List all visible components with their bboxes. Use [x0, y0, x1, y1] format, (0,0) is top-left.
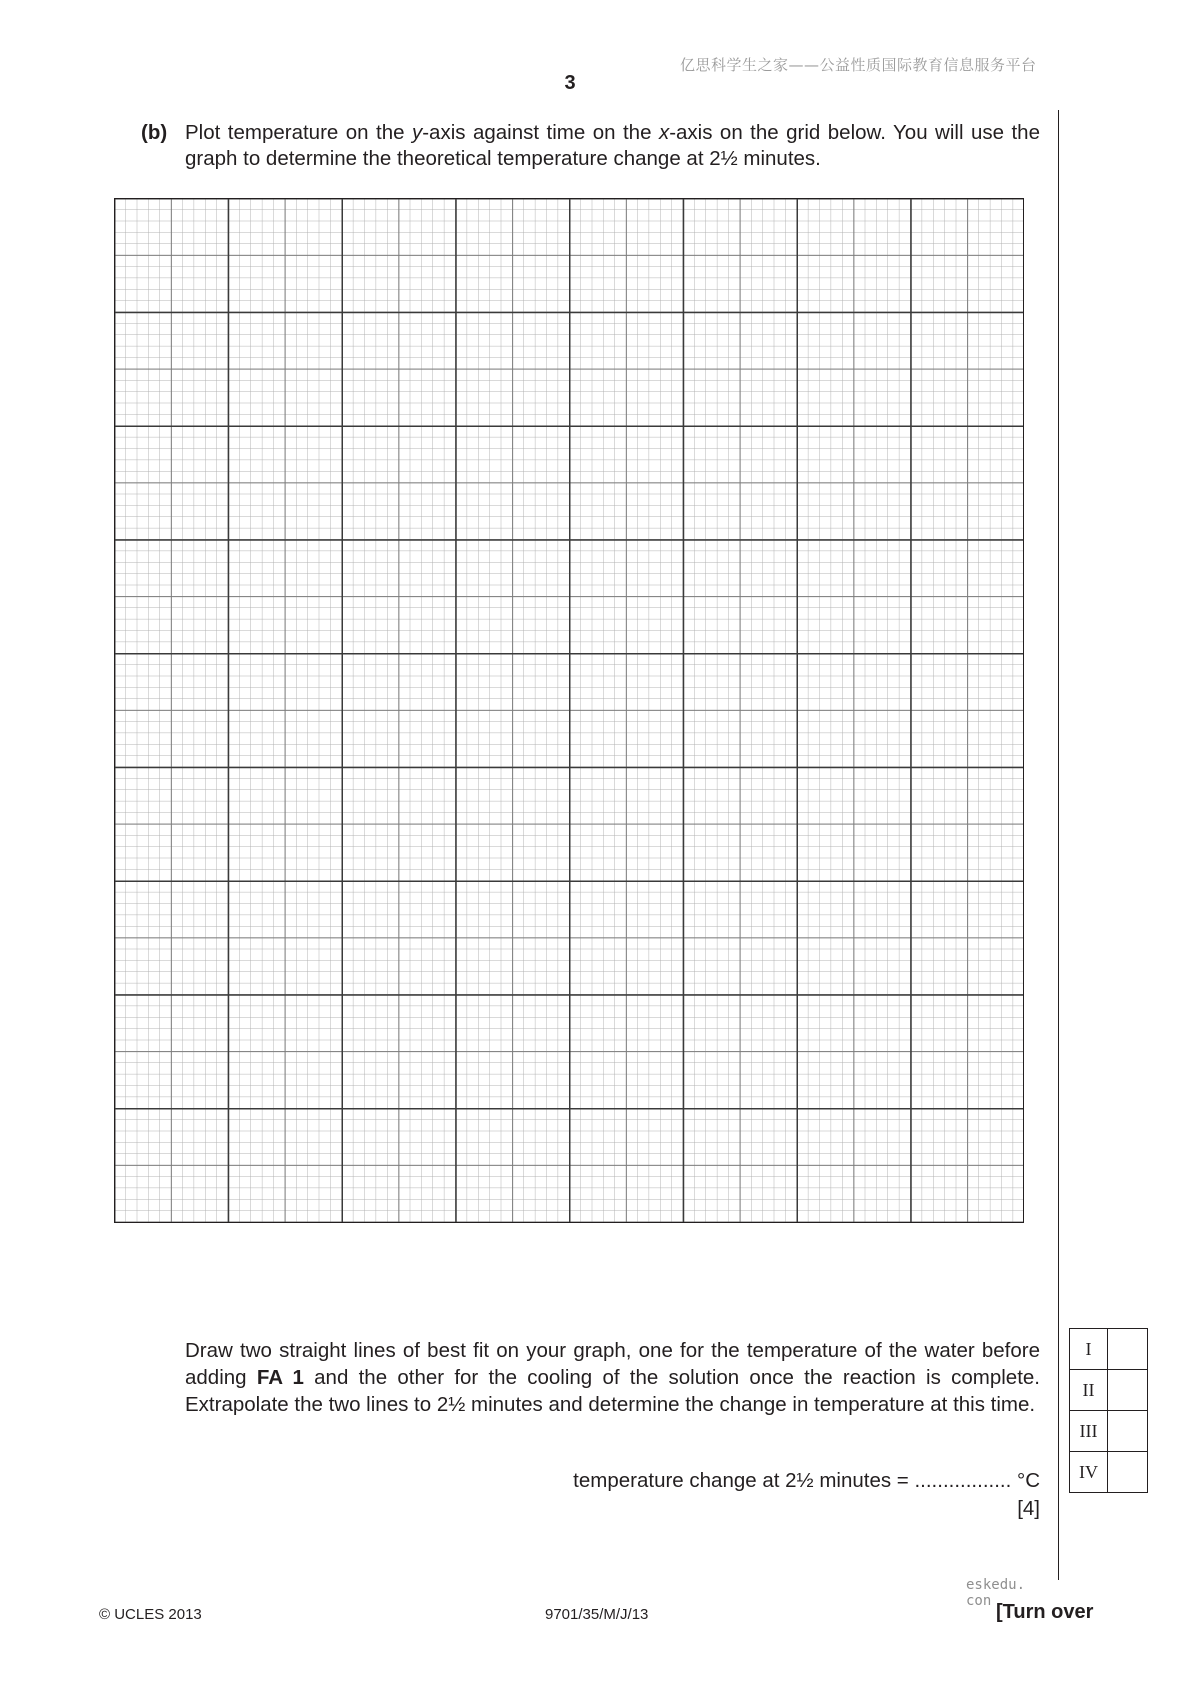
mark-row-label: II [1070, 1370, 1108, 1411]
question-y-var: y [411, 121, 423, 144]
instruction-part1: Draw two straight lines of best fit on your graph, one for the temperature of the water before adding [185, 1339, 1040, 1389]
mark-cell [1108, 1329, 1148, 1370]
footer-turn-over: [Turn over [996, 1601, 1094, 1623]
graph-paper-grid[interactable] [114, 198, 1024, 1223]
instruction-bold: FA 1 [256, 1366, 304, 1389]
mark-cell [1108, 1370, 1148, 1411]
marks-label: [4] [1017, 1497, 1040, 1520]
footer-watermark: eskedu. con [966, 1577, 1026, 1609]
question-label: (b) [141, 121, 168, 144]
mark-row [1070, 1370, 1148, 1411]
question-text-part3: -axis on the grid below. You will use the graph to determine the theoretical temperature change at 2½ minutes. [185, 121, 1040, 170]
header-watermark: 亿思科学生之家——公益性质国际教育信息服务平台 [680, 56, 1037, 74]
mark-row-label: III [1070, 1411, 1108, 1452]
question-x-var: x [658, 121, 670, 144]
answer-line[interactable]: temperature change at 2½ minutes = ................. °C [573, 1469, 1040, 1492]
question-text-part2: -axis against time on the [422, 121, 659, 144]
footer-copyright: © UCLES 2013 [99, 1606, 202, 1623]
examiner-mark-box [1069, 1328, 1148, 1493]
mark-row [1070, 1329, 1148, 1370]
mark-cell [1108, 1411, 1148, 1452]
page-number: 3 [564, 72, 576, 94]
question-text-part1: Plot temperature on the [185, 121, 412, 144]
mark-row-label: IV [1070, 1452, 1108, 1493]
mark-cell [1108, 1452, 1148, 1493]
footer-paper-code: 9701/35/M/J/13 [545, 1606, 649, 1623]
mark-row-label: I [1070, 1329, 1108, 1370]
question-text [185, 120, 1040, 172]
instruction-part2: and the other for the cooling of the solution once the reaction is complete. Extrapolate the two lines to 2½ minutes and determine the change in temperature at this time. [185, 1366, 1040, 1416]
margin-rule [1058, 110, 1059, 1580]
mark-row [1070, 1452, 1148, 1493]
mark-row [1070, 1411, 1148, 1452]
instruction-paragraph [185, 1337, 1040, 1418]
